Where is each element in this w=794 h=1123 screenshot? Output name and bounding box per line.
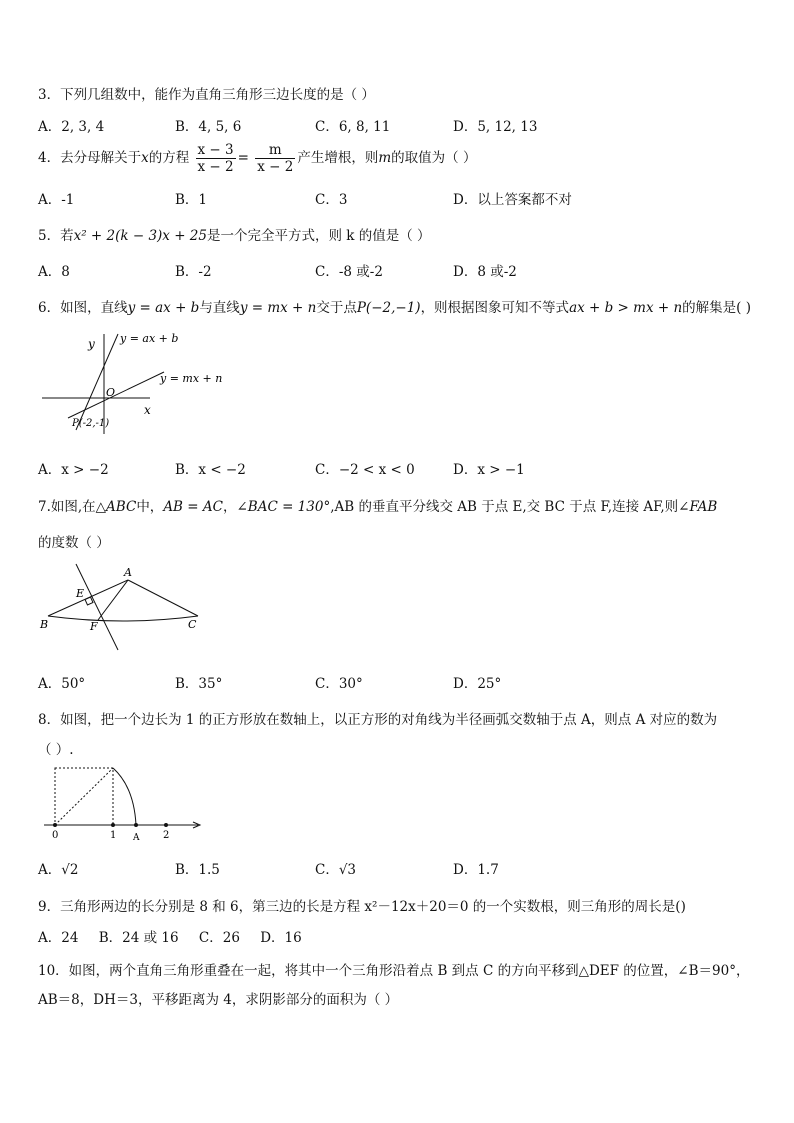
label-point-p: P(-2,-1): [72, 418, 110, 429]
point-0: [53, 823, 57, 827]
line-ax-b: [76, 334, 118, 430]
option-a: A．√2: [38, 862, 79, 878]
q6-figure: [38, 326, 238, 436]
base-bc: [48, 616, 198, 621]
q7-figure: [38, 560, 218, 654]
right-angle-mark: [85, 597, 93, 605]
option-b: B．-2: [175, 264, 212, 280]
point-a: [134, 823, 138, 827]
tick-2: 2: [163, 830, 170, 841]
segment-af: [98, 580, 128, 620]
question-7-stem: 7.如图,在△ABC中，AB = AC，∠BAC = 130°,AB 的垂直平分线交 AB 于点 E,交 BC 于点 F,连接 AF,则∠FAB: [38, 499, 718, 515]
label-origin: O: [106, 386, 116, 399]
label-line1: y = ax + b: [120, 332, 179, 345]
q8-figure: [38, 762, 208, 844]
label-f: F: [90, 620, 98, 633]
perp-bisector: [76, 564, 118, 650]
option-c: C．3: [315, 192, 348, 208]
option-b: B．x < −2: [175, 462, 246, 478]
tick-a: A: [133, 833, 140, 843]
question-8-stem-cont: （ ）.: [38, 742, 74, 758]
question-9-options: [38, 926, 758, 946]
option-d: D．25°: [453, 676, 502, 692]
option-d: D．5, 12, 13: [453, 119, 538, 135]
point-1: [111, 823, 115, 827]
point-2: [164, 823, 168, 827]
option-a: A．8: [38, 264, 70, 280]
question-6-options: [38, 458, 758, 478]
option-b: B．24 或 16: [98, 930, 179, 946]
option-a: A．2, 3, 4: [38, 119, 105, 135]
label-a: A: [124, 566, 132, 579]
label-c: C: [188, 618, 197, 631]
question-4-stem: 4．去分母解关于x的方程 $\frac{x - 3}{x - 2}$ = $\frac{m}{x - 2}$ 产生增根，则m的取值为（ ）: [38, 142, 477, 175]
option-d: D．x > −1: [453, 462, 525, 478]
option-c: C．-8 或-2: [315, 264, 383, 280]
option-b: B．4, 5, 6: [175, 119, 242, 135]
option-b: B．1: [175, 192, 208, 208]
diagonal: [55, 768, 113, 825]
question-3-stem: 3．下列几组数中，能作为直角三角形三边长度的是（ ）: [38, 87, 375, 103]
question-9-stem: 9．三角形两边的长分别是 8 和 6，第三边的长是方程 x²－12x＋20＝0 的一个实数根，则三角形的周长是(): [38, 899, 686, 915]
question-3-options: [38, 115, 758, 135]
option-d: D．1.7: [453, 862, 499, 878]
option-d: D．以上答案都不对: [453, 192, 572, 208]
option-b: B．1.5: [175, 862, 220, 878]
arc: [113, 768, 136, 825]
option-c: C．26: [198, 930, 240, 946]
question-10-stem-cont: AB＝8，DH＝3，平移距离为 4，求阴影部分的面积为（ ）: [38, 992, 399, 1008]
question-7-options: [38, 672, 758, 692]
question-6-stem: 6．如图，直线y = ax + b与直线y = mx + n交于点P(−2,−1)，则根据图象可知不等式ax + b > mx + n的解集是( ): [38, 300, 751, 316]
option-d: D．8 或-2: [453, 264, 517, 280]
option-c: C．√3: [315, 862, 357, 878]
option-b: B．35°: [175, 676, 223, 692]
label-b: B: [40, 618, 49, 631]
question-7-stem-cont: 的度数（ ）: [38, 535, 110, 551]
option-a: A．-1: [38, 192, 75, 208]
label-e: E: [76, 587, 85, 600]
tick-1: 1: [110, 830, 117, 841]
question-8-options: [38, 858, 758, 878]
option-c: C．6, 8, 11: [315, 119, 391, 135]
question-5-options: [38, 260, 758, 280]
question-8-stem: 8．如图，把一个边长为 1 的正方形放在数轴上，以正方形的对角线为半径画弧交数轴于点 A，则点 A 对应的数为: [38, 712, 718, 728]
question-4-options: [38, 188, 758, 208]
label-x: x: [144, 403, 151, 417]
math-expression: x² + 2(k − 3)x + 25: [73, 228, 207, 244]
option-c: C．−2 < x < 0: [315, 462, 415, 478]
question-5-stem: 5．若x² + 2(k − 3)x + 25是一个完全平方式，则 k 的值是（ ）: [38, 228, 431, 244]
question-10-stem: 10．如图，两个直角三角形重叠在一起，将其中一个三角形沿着点 B 到点 C 的方向平移到△DEF 的位置，∠B＝90°，: [38, 963, 750, 979]
option-c: C．30°: [315, 676, 363, 692]
option-a: A．x > −2: [38, 462, 109, 478]
option-d: D．16: [260, 930, 302, 946]
fraction-1: $\frac{x - 3}{x - 2}$: [197, 142, 234, 175]
option-a: A．24: [38, 930, 79, 946]
option-a: A．50°: [38, 676, 86, 692]
tick-0: 0: [52, 830, 59, 841]
label-line2: y = mx + n: [160, 372, 223, 385]
side-ac: [128, 580, 198, 616]
fraction-2: $\frac{m}{x - 2}$: [257, 142, 294, 175]
label-y: y: [88, 337, 95, 351]
